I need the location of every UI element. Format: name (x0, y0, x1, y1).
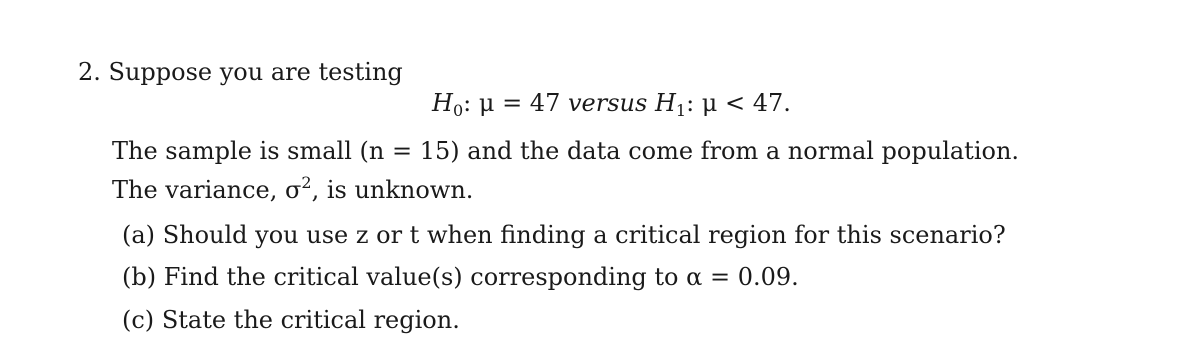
variance-exponent: 2 (301, 173, 312, 192)
part-c (122, 306, 460, 334)
h0-subscript: 0 (452, 101, 464, 120)
part-c-label: (c) (122, 306, 155, 334)
part-b-label: (b) (122, 263, 157, 291)
versus-word: versus (567, 89, 648, 117)
h1-body: : μ < 47. (686, 89, 791, 117)
part-c-text: State the critical region. (161, 306, 460, 334)
h1-subscript: 1 (675, 101, 687, 120)
sample-description: The sample is small (n = 15) and the data come from a normal population. (112, 137, 1020, 165)
variance-prefix: The variance, σ (112, 176, 302, 204)
part-a-label: (a) (122, 221, 156, 249)
hypotheses-statement (432, 89, 791, 125)
variance-description (112, 169, 473, 204)
h0-body: : μ = 47 (463, 89, 568, 117)
h1-symbol: H (647, 89, 676, 117)
problem-heading: 2. Suppose you are testing (78, 58, 403, 86)
part-a (122, 221, 1006, 249)
h0-symbol: H (432, 89, 453, 117)
variance-suffix: , is unknown. (311, 176, 474, 204)
part-b (122, 263, 799, 291)
part-b-text: Find the critical value(s) corresponding to α = 0.09. (163, 263, 799, 291)
part-a-text: Should you use z or t when finding a critical region for this scenario? (162, 221, 1006, 249)
